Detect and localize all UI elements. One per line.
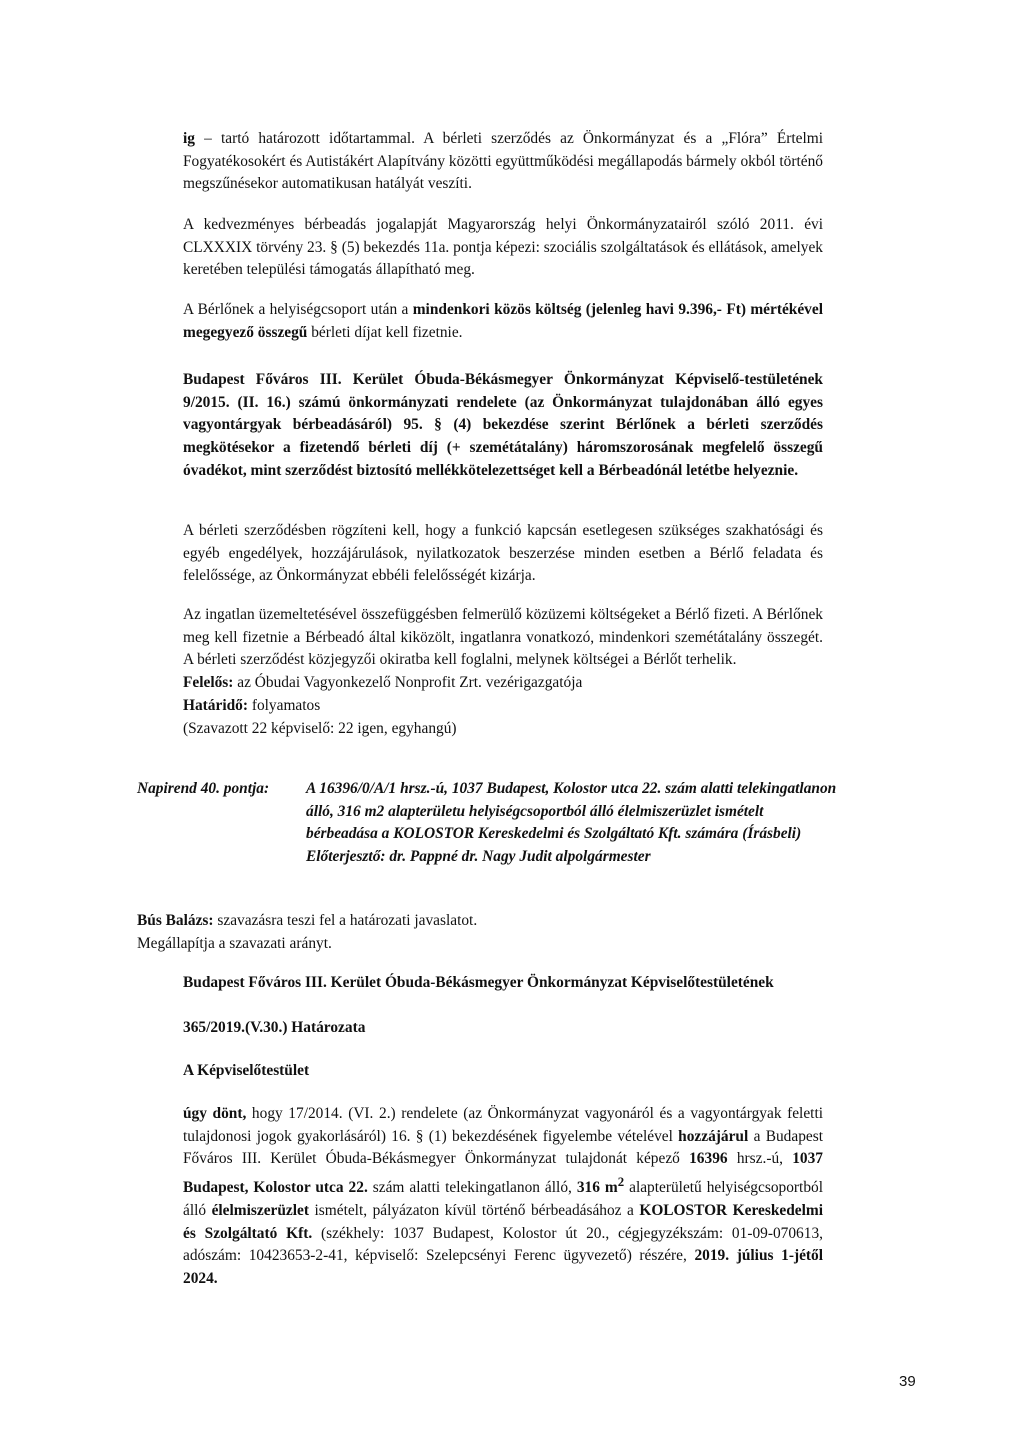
paragraph-contract-term (183, 128, 823, 196)
deadline-label: Határidő: (183, 696, 248, 714)
vote-result: (Szavazott 22 képviselő: 22 igen, egyhangú) (183, 719, 457, 737)
chair-line: Megállapítja a szavazati arányt. (137, 934, 332, 952)
decision-fragment: a Budapest Főváros III. Kerület Óbuda-Békásmegyer Önkormányzat tulajdonát képező (183, 1127, 823, 1168)
council-heading (183, 972, 903, 995)
decision-fragment: szám alatti telekingatlanon álló, (367, 1179, 577, 1197)
decision-paragraph (183, 1103, 823, 1291)
agenda-text: A 16396/0/A/1 hrsz.-ú, 1037 Budapest, Kolostor utca 22. szám alatti telekingatlanon álló, 316 m2 alapterületu helyiségcsoportból álló élelmiszerüzlet ismételt bérbeadása a KOLOSTOR Kereskedelmi és Szolgáltató Kft. számára (Írásbeli) (306, 780, 837, 843)
paragraph-rent-fee (183, 299, 823, 344)
text-line: – tartó határozott időtartammal. A bérleti szerződés az Önkormányzat és a „Flóra” (194, 130, 768, 147)
decision-fragment: hrsz.-ú, (727, 1150, 793, 1168)
decision-fragment: élelmiszerüzlet (211, 1201, 309, 1219)
text-paragraph: A bérleti szerződésben rögzíteni kell, hogy a funkció kapcsán esetlegesen szükséges szakhatósági és egyéb engedélyek, hozzájárulások, nyilatkozatok beszerzése minden esetben a Bérlő feladata és felelőssége, az Önkormányzat ebbéli felelősségét kizárja. (183, 522, 823, 585)
text-line: szolgáltatások és ellátások, amelyek keretében települési támogatás állapítható meg. (183, 238, 823, 279)
paragraph-deposit-regulation (183, 369, 823, 483)
agenda-presenter: Előterjesztő: dr. Pappné dr. Nagy Judit alpolgármester (306, 848, 651, 866)
decision-fragment: KOLOSTOR Kereskedelmi és Szolgáltató Kft. (183, 1201, 823, 1242)
responsible-value: az Óbudai Vagyonkezelő Nonprofit Zrt. vezérigazgatója (233, 674, 583, 692)
body-title (183, 1060, 823, 1083)
text-fragment: A Bérlőnek a helyiségcsoport után a (183, 301, 413, 318)
chair-line: szavazásra teszi fel a határozati javaslatot. (213, 912, 478, 929)
decision-fragment: alapterületű helyiségcsoportból álló (183, 1179, 823, 1219)
paragraph-utilities (183, 604, 823, 740)
text-line: A kedvezményes bérbeadás jogalapját Magyarország helyi Önkormányzatairól szóló (183, 216, 750, 233)
bold-fragment: mindenkori közös költség (jelenleg havi 9.396,- Ft) mértékével megegyező összegű (183, 301, 823, 341)
chair-name: Bús Balázs: (137, 912, 214, 929)
decision-fragment: hogy 17/2014. (VI. 2.) rendelete (az Önkormányzat vagyonáról és a vagyontárgyak feletti tulajdonosi jogok gyakorlásáról) 16. § (1) bekezdésének figyelembe vételével (183, 1105, 823, 1145)
resolution-number (183, 1017, 823, 1040)
decision-fragment: hozzájárul (678, 1127, 749, 1145)
paragraph-permits (183, 520, 823, 588)
page-number: 39 (899, 1373, 916, 1390)
agenda-item (137, 778, 837, 869)
decision-fragment: 316 m (576, 1179, 618, 1197)
decision-fragment: úgy dönt, (183, 1105, 247, 1122)
paragraph-legal-basis (183, 214, 823, 282)
agenda-label: Napirend 40. pontja: (137, 780, 270, 797)
text-line: megállapodás bármely okból történő megszűnésekor automatikusan hatályát veszíti. (183, 152, 823, 193)
decision-fragment: 2019. július 1-jétől 2024. (183, 1247, 823, 1288)
bold-fragment: ig (183, 130, 195, 147)
council-name: Budapest Főváros III. Kerület Óbuda-Békásmegyer Önkormányzat Képviselőtestületének (183, 974, 774, 991)
text-line: Értelmi Fogyatékosokért és Autistákért Alapítvány közötti együttműködési (183, 130, 823, 170)
responsible-label: Felelős: (183, 674, 234, 692)
decision-fragment: 16396 (689, 1150, 728, 1168)
text-paragraph: Az ingatlan üzemeltetésével összefüggésben felmerülő közüzemi költségeket a Bérlő fizeti. A Bérlőnek meg kell fizetnie a Bérbeadó által kiközölt, ingatlanra vonatkozó, mindenkori szemétátalány összegét. A bérleti szerződést közjegyzői okiratba kell foglalni, melynek költségei a Bérlőt terhelik. (183, 606, 823, 669)
text-line: 2011. évi CLXXXIX törvény 23. § (5) bekezdés 11a. pontja képezi: szociális (183, 216, 824, 256)
decision-fragment: ismételt, pályázaton kívül történő bérbeadásához a (309, 1201, 640, 1219)
decision-fragment: (székhely: 1037 Budapest, Kolostor út 20., cégjegyzékszám: 01-09-070613, adószám: 10423653-2-41, képviselő: Szelepcsényi Ferenc ügyvezető) részére, (183, 1224, 823, 1265)
resolution-title: 365/2019.(V.30.) Határozata (183, 1019, 366, 1036)
decision-fragment: 1037 Budapest, Kolostor utca 22. (183, 1150, 823, 1197)
text-paragraph: Budapest Főváros III. Kerület Óbuda-Békásmegyer Önkormányzat Képviselő-testületének 9/2015. (II. 16.) számú önkormányzati rendelete (az Önkormányzat tulajdonában álló egyes vagyontárgyak bérbeadásáról) 95. § (4) bekezdése szerint Bérlőnek a bérleti szerződés megkötésekor a fizetendő bérleti díj (+ szemétátalány) háromszorosának megfelelő összegű óvadékot, mint szerződést biztosító mellékkötelezettséget kell a Bérbeadónál letétbe helyeznie. (183, 371, 823, 479)
text-fragment: bérleti díjat kell fizetnie. (307, 323, 463, 341)
body-title-text: A Képviselőtestület (183, 1062, 310, 1079)
chair-statement (137, 910, 477, 955)
deadline-value: folyamatos (247, 696, 321, 714)
decision-superscript: 2 (617, 1175, 625, 1190)
